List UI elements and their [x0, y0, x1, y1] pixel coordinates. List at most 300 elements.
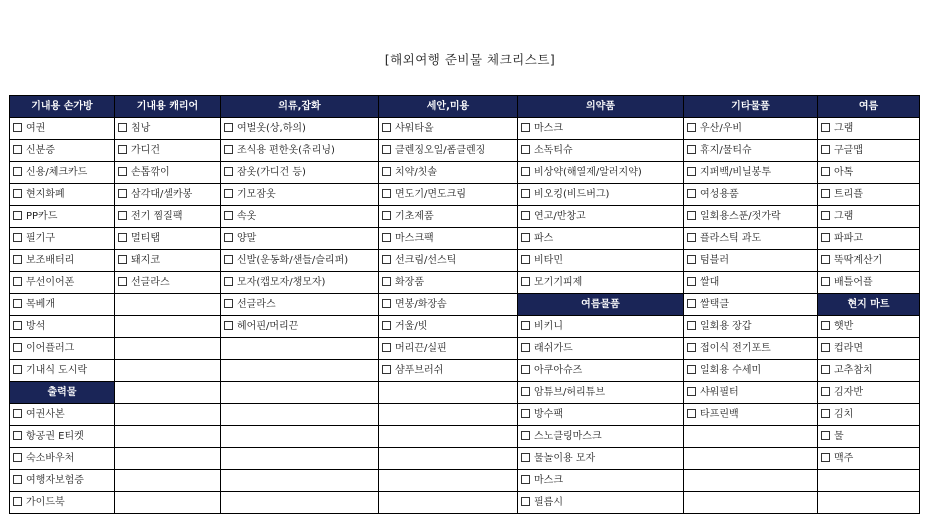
checklist-item[interactable] — [10, 448, 115, 470]
table-row — [10, 206, 920, 228]
item-label: 지퍼백/비닐봉투 — [700, 167, 771, 178]
item-label: 숙소바우처 — [26, 453, 75, 464]
checklist-item[interactable] — [518, 184, 684, 206]
item-label: 화장품 — [395, 277, 424, 288]
checkbox-icon[interactable] — [13, 211, 22, 220]
checklist-item[interactable] — [818, 162, 920, 184]
checklist-item[interactable] — [818, 316, 920, 338]
item-label: 선크림/선스틱 — [395, 255, 457, 266]
item-label: 치약/칫솔 — [395, 167, 438, 178]
checklist-item[interactable] — [10, 272, 115, 294]
checklist-item[interactable] — [818, 250, 920, 272]
table-row — [10, 250, 920, 272]
checkbox-icon[interactable] — [821, 365, 830, 374]
checklist-item[interactable] — [115, 118, 221, 140]
checkbox-icon[interactable] — [821, 453, 830, 462]
item-label: 파스 — [534, 233, 554, 244]
item-label: 컵라면 — [834, 343, 863, 354]
checkbox-icon[interactable] — [521, 453, 530, 462]
item-label: PP카드 — [26, 211, 58, 222]
table-row — [10, 382, 920, 404]
item-label: 마스크팩 — [395, 233, 434, 244]
checkbox-icon[interactable] — [118, 277, 127, 286]
item-label: 비상약(해열제/알러지약) — [534, 167, 642, 178]
item-label: 암튜브/허리튜브 — [534, 387, 605, 398]
item-label: 면도기/면도크림 — [395, 189, 466, 200]
checklist-item[interactable] — [518, 250, 684, 272]
checkbox-icon[interactable] — [687, 277, 696, 286]
checkbox-icon[interactable] — [382, 321, 391, 330]
empty-cell — [221, 382, 379, 404]
checkbox-icon[interactable] — [521, 409, 530, 418]
checklist-item[interactable] — [684, 272, 818, 294]
checkbox-icon[interactable] — [382, 145, 391, 154]
checklist-item[interactable] — [379, 118, 518, 140]
checkbox-icon[interactable] — [521, 167, 530, 176]
checkbox-icon[interactable] — [521, 145, 530, 154]
checklist-item[interactable] — [379, 162, 518, 184]
empty-cell — [115, 316, 221, 338]
checklist-item[interactable] — [518, 360, 684, 382]
item-label: 머리끈/실핀 — [395, 343, 447, 354]
checklist-item[interactable] — [115, 184, 221, 206]
item-label: 현지화폐 — [26, 189, 65, 200]
checkbox-icon[interactable] — [118, 189, 127, 198]
item-label: 여성용품 — [700, 189, 739, 200]
item-label: 물 — [834, 431, 844, 442]
table-row — [10, 316, 920, 338]
checkbox-icon[interactable] — [118, 255, 127, 264]
checklist-item[interactable] — [115, 206, 221, 228]
checklist-item[interactable] — [684, 184, 818, 206]
checkbox-icon[interactable] — [521, 255, 530, 264]
checklist-item[interactable] — [684, 228, 818, 250]
checkbox-icon[interactable] — [224, 189, 233, 198]
checkbox-icon[interactable] — [13, 343, 22, 352]
item-label: 무선이어폰 — [26, 277, 75, 288]
checklist-item[interactable] — [221, 294, 379, 316]
empty-cell — [115, 294, 221, 316]
empty-cell — [379, 382, 518, 404]
item-label: 일회용 수세미 — [700, 365, 762, 376]
empty-cell — [684, 448, 818, 470]
checkbox-icon[interactable] — [521, 475, 530, 484]
checklist-item[interactable] — [115, 250, 221, 272]
checklist-item[interactable] — [518, 206, 684, 228]
checklist-item[interactable] — [818, 360, 920, 382]
column-header: 의류,잡화 — [221, 96, 379, 118]
checkbox-icon[interactable] — [13, 365, 22, 374]
checkbox-icon[interactable] — [821, 409, 830, 418]
checklist-item[interactable] — [10, 470, 115, 492]
checkbox-icon[interactable] — [224, 145, 233, 154]
table-row — [10, 338, 920, 360]
checkbox-icon[interactable] — [118, 145, 127, 154]
checklist-item[interactable] — [115, 162, 221, 184]
checklist-item[interactable] — [684, 404, 818, 426]
item-label: 가이드북 — [26, 497, 65, 508]
checklist-item[interactable] — [518, 426, 684, 448]
checkbox-icon[interactable] — [687, 123, 696, 132]
checkbox-icon[interactable] — [521, 277, 530, 286]
item-label: 잠옷(가디건 등) — [237, 167, 306, 178]
item-label: 목베개 — [26, 299, 55, 310]
checkbox-icon[interactable] — [382, 343, 391, 352]
item-label: 선글라스 — [237, 299, 276, 310]
checklist-item[interactable] — [10, 162, 115, 184]
checklist-item[interactable] — [10, 228, 115, 250]
item-label: 햇반 — [834, 321, 854, 332]
checkbox-icon[interactable] — [821, 233, 830, 242]
item-label: 헤어핀/머리끈 — [237, 321, 299, 332]
checkbox-icon[interactable] — [521, 233, 530, 242]
column-header: 여름 — [818, 96, 920, 118]
checklist-item[interactable] — [518, 140, 684, 162]
checkbox-icon[interactable] — [13, 145, 22, 154]
checklist-item[interactable] — [10, 294, 115, 316]
item-label: 트리플 — [834, 189, 863, 200]
item-label: 신분증 — [26, 145, 55, 156]
checkbox-icon[interactable] — [382, 211, 391, 220]
item-label: 방수팩 — [534, 409, 563, 420]
table-row — [10, 272, 920, 294]
item-label: 방석 — [26, 321, 46, 332]
checkbox-icon[interactable] — [13, 233, 22, 242]
checkbox-icon[interactable] — [821, 211, 830, 220]
checkbox-icon[interactable] — [224, 299, 233, 308]
item-label: 여벌옷(상,하의) — [237, 123, 306, 134]
checklist-item[interactable] — [518, 492, 684, 514]
empty-cell — [221, 492, 379, 514]
checkbox-icon[interactable] — [821, 277, 830, 286]
empty-cell — [115, 404, 221, 426]
item-label: 선글라스 — [131, 277, 170, 288]
checkbox-icon[interactable] — [224, 123, 233, 132]
item-label: 샴푸브러쉬 — [395, 365, 444, 376]
checklist-item[interactable] — [221, 184, 379, 206]
checkbox-icon[interactable] — [821, 321, 830, 330]
section-header: 현지 마트 — [818, 294, 920, 316]
checkbox-icon[interactable] — [521, 365, 530, 374]
empty-cell — [818, 470, 920, 492]
checkbox-icon[interactable] — [382, 299, 391, 308]
empty-cell — [221, 448, 379, 470]
item-label: 비오킹(비드버그) — [534, 189, 610, 200]
checkbox-icon[interactable] — [224, 255, 233, 264]
checklist-item[interactable] — [518, 228, 684, 250]
checkbox-icon[interactable] — [13, 255, 22, 264]
section-header: 출력물 — [10, 382, 115, 404]
item-label: 구글맵 — [834, 145, 863, 156]
checklist-item[interactable] — [379, 272, 518, 294]
empty-cell — [684, 470, 818, 492]
item-label: 휴지/물티슈 — [700, 145, 752, 156]
checklist-table — [9, 95, 920, 514]
item-label: 기초제품 — [395, 211, 434, 222]
checklist-item[interactable] — [10, 426, 115, 448]
column-header: 세안,미용 — [379, 96, 518, 118]
empty-cell — [221, 360, 379, 382]
empty-cell — [818, 492, 920, 514]
checkbox-icon[interactable] — [821, 123, 830, 132]
item-label: 클렌징오일/폼클렌징 — [395, 145, 486, 156]
checkbox-icon[interactable] — [821, 255, 830, 264]
checklist-item[interactable] — [818, 338, 920, 360]
checkbox-icon[interactable] — [687, 189, 696, 198]
checklist-item[interactable] — [10, 206, 115, 228]
item-label: 일회용스푼/젓가락 — [700, 211, 781, 222]
checkbox-icon[interactable] — [521, 321, 530, 330]
checkbox-icon[interactable] — [521, 123, 530, 132]
empty-cell — [115, 492, 221, 514]
item-label: 스노클링마스크 — [534, 431, 602, 442]
checklist-item[interactable] — [818, 426, 920, 448]
checklist-item[interactable] — [221, 316, 379, 338]
checkbox-icon[interactable] — [821, 387, 830, 396]
checkbox-icon[interactable] — [13, 277, 22, 286]
checklist-item[interactable] — [10, 360, 115, 382]
checkbox-icon[interactable] — [224, 233, 233, 242]
checklist-item[interactable] — [684, 118, 818, 140]
checklist-item[interactable] — [518, 118, 684, 140]
checklist-item[interactable] — [518, 382, 684, 404]
checkbox-icon[interactable] — [821, 145, 830, 154]
checklist-item[interactable] — [221, 250, 379, 272]
checkbox-icon[interactable] — [382, 167, 391, 176]
item-label: 배틀어플 — [834, 277, 873, 288]
checklist-item[interactable] — [10, 404, 115, 426]
checklist-item[interactable] — [221, 228, 379, 250]
empty-cell — [115, 338, 221, 360]
checklist-item[interactable] — [818, 382, 920, 404]
checklist-item[interactable] — [818, 184, 920, 206]
item-label: 고추참치 — [834, 365, 873, 376]
item-label: 비키니 — [534, 321, 563, 332]
checkbox-icon[interactable] — [687, 255, 696, 264]
item-label: 우산/우비 — [700, 123, 743, 134]
checklist-item[interactable] — [518, 470, 684, 492]
item-label: 신발(운동화/샌들/슬리퍼) — [237, 255, 349, 266]
item-label: 파파고 — [834, 233, 863, 244]
item-label: 모자(캡모자/챙모자) — [237, 277, 326, 288]
checklist-item[interactable] — [684, 382, 818, 404]
table-row — [10, 448, 920, 470]
checklist-item[interactable] — [115, 140, 221, 162]
checklist-item[interactable] — [684, 316, 818, 338]
checkbox-icon[interactable] — [821, 189, 830, 198]
checklist-item[interactable] — [818, 140, 920, 162]
item-label: 접이식 전기포트 — [700, 343, 771, 354]
checklist-item[interactable] — [818, 272, 920, 294]
item-label: 기모잠옷 — [237, 189, 276, 200]
checkbox-icon[interactable] — [687, 365, 696, 374]
checkbox-icon[interactable] — [13, 475, 22, 484]
checkbox-icon[interactable] — [118, 167, 127, 176]
checkbox-icon[interactable] — [687, 233, 696, 242]
checkbox-icon[interactable] — [687, 145, 696, 154]
checklist-item[interactable] — [115, 228, 221, 250]
checkbox-icon[interactable] — [821, 167, 830, 176]
checkbox-icon[interactable] — [382, 233, 391, 242]
page-title: [해외여행 준비물 체크리스트] — [384, 52, 556, 67]
item-label: 모기기피제 — [534, 277, 583, 288]
checklist-item[interactable] — [379, 228, 518, 250]
checklist-item[interactable] — [684, 206, 818, 228]
checkbox-icon[interactable] — [118, 211, 127, 220]
item-label: 타프린백 — [700, 409, 739, 420]
checklist-item[interactable] — [818, 118, 920, 140]
item-label: 여권사본 — [26, 409, 65, 420]
checklist-item[interactable] — [221, 162, 379, 184]
checkbox-icon[interactable] — [687, 211, 696, 220]
item-label: 일회용 장갑 — [700, 321, 752, 332]
checklist-item[interactable] — [518, 338, 684, 360]
checklist-item[interactable] — [684, 294, 818, 316]
checklist-item[interactable] — [518, 448, 684, 470]
checklist-item[interactable] — [684, 140, 818, 162]
item-label: 아쿠아슈즈 — [534, 365, 583, 376]
empty-cell — [115, 382, 221, 404]
checkbox-icon[interactable] — [224, 211, 233, 220]
checklist-item[interactable] — [818, 448, 920, 470]
empty-cell — [221, 426, 379, 448]
empty-cell — [684, 492, 818, 514]
checklist-item[interactable] — [379, 338, 518, 360]
item-label: 김치 — [834, 409, 854, 420]
checklist-item[interactable] — [818, 228, 920, 250]
checklist-item[interactable] — [379, 316, 518, 338]
checkbox-icon[interactable] — [13, 431, 22, 440]
item-label: 쌀택클 — [700, 299, 729, 310]
checkbox-icon[interactable] — [521, 211, 530, 220]
item-label: 돼지코 — [131, 255, 160, 266]
checklist-item[interactable] — [518, 316, 684, 338]
checklist-item[interactable] — [518, 404, 684, 426]
checklist-item[interactable] — [10, 492, 115, 514]
checklist-item[interactable] — [379, 206, 518, 228]
empty-cell — [115, 448, 221, 470]
checklist-item[interactable] — [10, 338, 115, 360]
checkbox-icon[interactable] — [687, 387, 696, 396]
item-label: 소독티슈 — [534, 145, 573, 156]
item-label: 전기 찜질팩 — [131, 211, 183, 222]
empty-cell — [115, 470, 221, 492]
checkbox-icon[interactable] — [224, 321, 233, 330]
checkbox-icon[interactable] — [224, 277, 233, 286]
checkbox-icon[interactable] — [13, 321, 22, 330]
checklist-item[interactable] — [221, 272, 379, 294]
checkbox-icon[interactable] — [821, 343, 830, 352]
checkbox-icon[interactable] — [13, 299, 22, 308]
checklist-item[interactable] — [10, 140, 115, 162]
checklist-item[interactable] — [10, 118, 115, 140]
checkbox-icon[interactable] — [687, 299, 696, 308]
checkbox-icon[interactable] — [521, 387, 530, 396]
empty-cell — [115, 426, 221, 448]
item-label: 마스크 — [534, 475, 563, 486]
checkbox-icon[interactable] — [382, 189, 391, 198]
table-row — [10, 426, 920, 448]
checklist-item[interactable] — [379, 184, 518, 206]
checkbox-icon[interactable] — [687, 343, 696, 352]
checklist-item[interactable] — [379, 360, 518, 382]
checkbox-icon[interactable] — [382, 277, 391, 286]
checklist-item[interactable] — [379, 140, 518, 162]
empty-cell — [115, 360, 221, 382]
checklist-item[interactable] — [684, 162, 818, 184]
checkbox-icon[interactable] — [13, 497, 22, 506]
checkbox-icon[interactable] — [118, 123, 127, 132]
table-row — [10, 294, 920, 316]
checkbox-icon[interactable] — [13, 189, 22, 198]
checkbox-icon[interactable] — [13, 453, 22, 462]
checklist-item[interactable] — [379, 250, 518, 272]
checklist-item[interactable] — [10, 184, 115, 206]
checkbox-icon[interactable] — [821, 431, 830, 440]
checkbox-icon[interactable] — [382, 123, 391, 132]
empty-cell — [379, 448, 518, 470]
checkbox-icon[interactable] — [382, 255, 391, 264]
item-label: 여권 — [26, 123, 46, 134]
table-row — [10, 228, 920, 250]
item-label: 면봉/화장솜 — [395, 299, 447, 310]
section-header: 여름물품 — [518, 294, 684, 316]
column-header: 기내용 손가방 — [10, 96, 115, 118]
item-label: 샤워필터 — [700, 387, 739, 398]
checklist-item[interactable] — [684, 338, 818, 360]
checkbox-icon[interactable] — [382, 365, 391, 374]
item-label: 양말 — [237, 233, 257, 244]
checkbox-icon[interactable] — [521, 497, 530, 506]
checkbox-icon[interactable] — [13, 167, 22, 176]
checklist-item[interactable] — [221, 140, 379, 162]
item-label: 삼각대/셀카봉 — [131, 189, 193, 200]
checkbox-icon[interactable] — [687, 409, 696, 418]
checkbox-icon[interactable] — [687, 167, 696, 176]
checklist-item[interactable] — [10, 250, 115, 272]
checkbox-icon[interactable] — [13, 409, 22, 418]
item-label: 속옷 — [237, 211, 257, 222]
item-label: 보조배터리 — [26, 255, 75, 266]
checklist-item[interactable] — [115, 272, 221, 294]
checklist-item[interactable] — [10, 316, 115, 338]
checklist-item[interactable] — [684, 360, 818, 382]
empty-cell — [379, 426, 518, 448]
checklist-item[interactable] — [221, 118, 379, 140]
item-label: 그램 — [834, 211, 854, 222]
item-label: 쌀대 — [700, 277, 720, 288]
item-label: 조식용 편한옷(츄리닝) — [237, 145, 335, 156]
checklist-item[interactable] — [221, 206, 379, 228]
checkbox-icon[interactable] — [118, 233, 127, 242]
table-row — [10, 162, 920, 184]
checkbox-icon[interactable] — [224, 167, 233, 176]
checklist-item[interactable] — [379, 294, 518, 316]
checklist-item[interactable] — [684, 250, 818, 272]
checkbox-icon[interactable] — [521, 343, 530, 352]
checkbox-icon[interactable] — [13, 123, 22, 132]
column-header: 기타물품 — [684, 96, 818, 118]
checklist-item[interactable] — [518, 272, 684, 294]
checkbox-icon[interactable] — [521, 189, 530, 198]
item-label: 뚝딱계산기 — [834, 255, 883, 266]
item-label: 항공권 E티켓 — [26, 431, 84, 442]
checklist-item[interactable] — [818, 404, 920, 426]
checklist-item[interactable] — [518, 162, 684, 184]
checkbox-icon[interactable] — [521, 431, 530, 440]
checkbox-icon[interactable] — [687, 321, 696, 330]
checklist-item[interactable] — [818, 206, 920, 228]
